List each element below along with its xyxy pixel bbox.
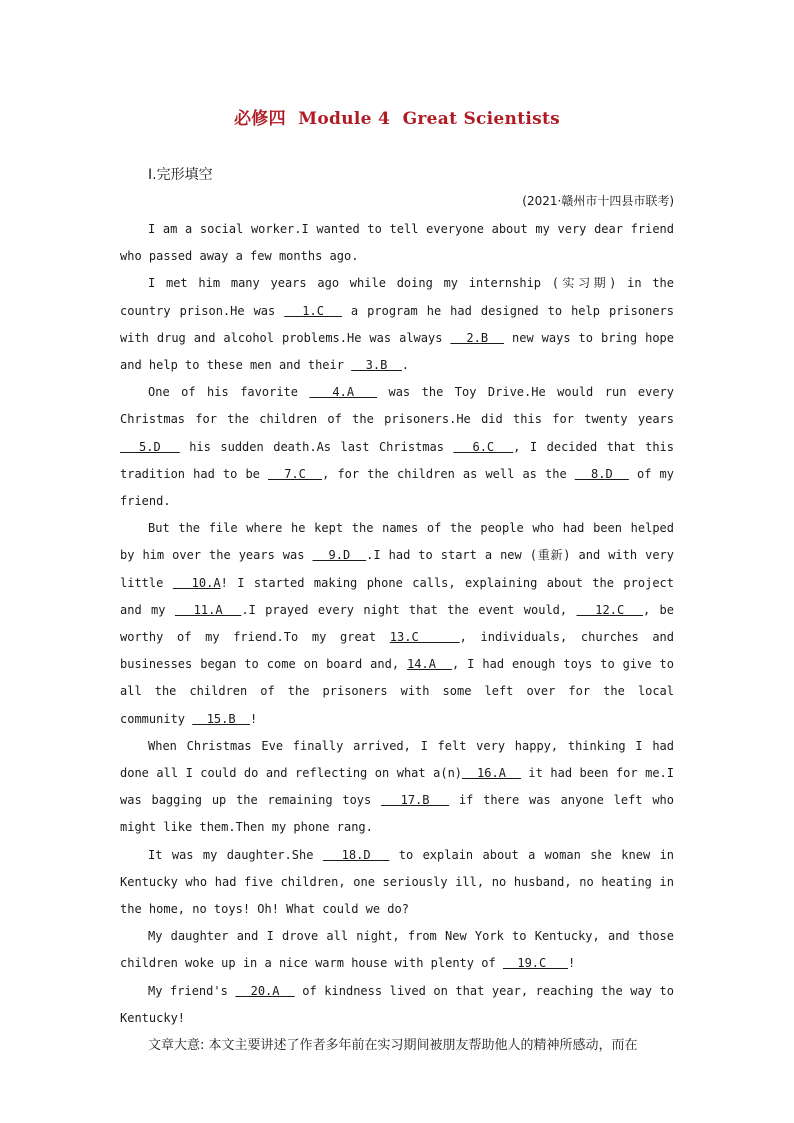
answer-blank: 17.B — [381, 793, 450, 808]
source-citation: (2021·赣州市十四县市联考) — [522, 194, 674, 208]
passage-text: , for the children as well as the — [322, 466, 575, 481]
passage-paragraph — [120, 216, 674, 270]
answer-blank: 18.D — [322, 847, 390, 862]
passage-paragraph — [120, 515, 674, 733]
passage-text: , I had enough toys to give to all the children of the prisoners with some left over for the local community — [120, 657, 674, 726]
passage-text: ! — [250, 711, 258, 726]
answer-blank: 20.A — [235, 983, 295, 998]
passage-text: ! I started making phone calls, explaining about the project and my — [120, 575, 674, 617]
passage-text: , individuals, churches and businesses began to come on board and, — [120, 630, 674, 672]
passage-text: My daughter and I drove all night, from New York to Kentucky, and those children woke up in a nice warm house with plenty of — [120, 929, 674, 971]
answer-blank: 13.C — [389, 630, 460, 645]
answer-blank: 7.C — [268, 466, 323, 481]
answer-blank: 5.D — [120, 439, 180, 454]
answer-blank: 16.A — [462, 766, 521, 781]
answer-blank: 11.A — [174, 602, 242, 617]
passage-text: When Christmas Eve finally arrived, I felt very happy, thinking I had done all I could do and reflecting on what a(n) — [120, 738, 674, 781]
passage-text: a program he had designed to help prisoners with drug and alcohol problems.He was always — [120, 303, 674, 345]
passage-text: was the Toy Drive.He would run every Christmas for the children of the prisoners.He did this for twenty years — [120, 385, 675, 427]
section-heading: Ⅰ.完形填空 — [148, 167, 213, 183]
passage-text: It was my daughter.She — [148, 847, 323, 862]
passage-text: .I had to start a new (重新) and with very little — [120, 548, 674, 590]
answer-blank: 1.C — [284, 303, 342, 318]
answer-blank: 8.D — [574, 466, 629, 481]
passage-paragraph — [120, 978, 674, 1032]
passage-text: My friend's — [148, 983, 236, 998]
passage-text: to explain about a woman she knew in Kentucky who had five children, one seriously ill, no husband, no heating in the home, no toys! Oh! What could we do? — [120, 847, 675, 917]
passage-text: of my friend. — [120, 466, 674, 509]
passage-text: , I decided that this tradition had to be — [120, 439, 675, 481]
page-title: 必修四 Module 4 Great Scientists — [233, 109, 561, 129]
answer-blank: 19.C — [502, 956, 568, 971]
passage-paragraph — [120, 733, 674, 842]
passage-paragraph — [120, 842, 674, 924]
passage-text: I am a social worker.I wanted to tell everyone about my very dear friend who passed away a few months ago. — [120, 222, 674, 264]
passage-text: of kindness lived on that year, reaching the way to Kentucky! — [120, 983, 674, 1025]
answer-blank: 2.B — [450, 330, 505, 345]
passage-text: .I prayed every night that the event would, — [241, 602, 577, 617]
answer-blank: 10.A — [172, 575, 221, 590]
passage-text: But the file where he kept the names of the people who had been helped by him over the years was — [120, 521, 674, 563]
passage-text: new ways to bring hope and help to these men and their — [120, 330, 674, 373]
passage-text: , be worthy of my friend.To my great — [120, 602, 675, 645]
passage-text: I met him many years ago while doing my internship (实习期) in the country prison.He was — [120, 276, 674, 318]
passage-text: One of his favorite — [148, 385, 310, 400]
passage-text: it had been for me.I was bagging up the remaining toys — [120, 766, 675, 808]
passage-text: ! — [567, 956, 576, 971]
answer-blank: 3.B — [351, 358, 402, 373]
answer-blank: 9.D — [312, 548, 367, 563]
passage-paragraph — [120, 270, 674, 379]
answer-blank: 12.C — [576, 602, 643, 617]
passage-text: his sudden death.As last Christmas — [179, 439, 454, 454]
answer-blank: 6.C — [453, 439, 514, 454]
answer-blank: 15.B — [192, 711, 251, 726]
answer-blank: 4.A — [309, 385, 378, 400]
passage-body — [120, 216, 674, 1059]
passage-text: . — [401, 358, 409, 373]
passage-paragraph — [120, 923, 674, 977]
answer-blank: 14.A — [407, 657, 452, 672]
passage-text: if there was anyone left who might like them.Then my phone rang. — [120, 793, 674, 835]
passage-paragraph — [120, 379, 674, 515]
article-summary: 文章大意: 本文主要讲述了作者多年前在实习期间被朋友帮助他人的精神所感动，而在 — [148, 1038, 638, 1054]
